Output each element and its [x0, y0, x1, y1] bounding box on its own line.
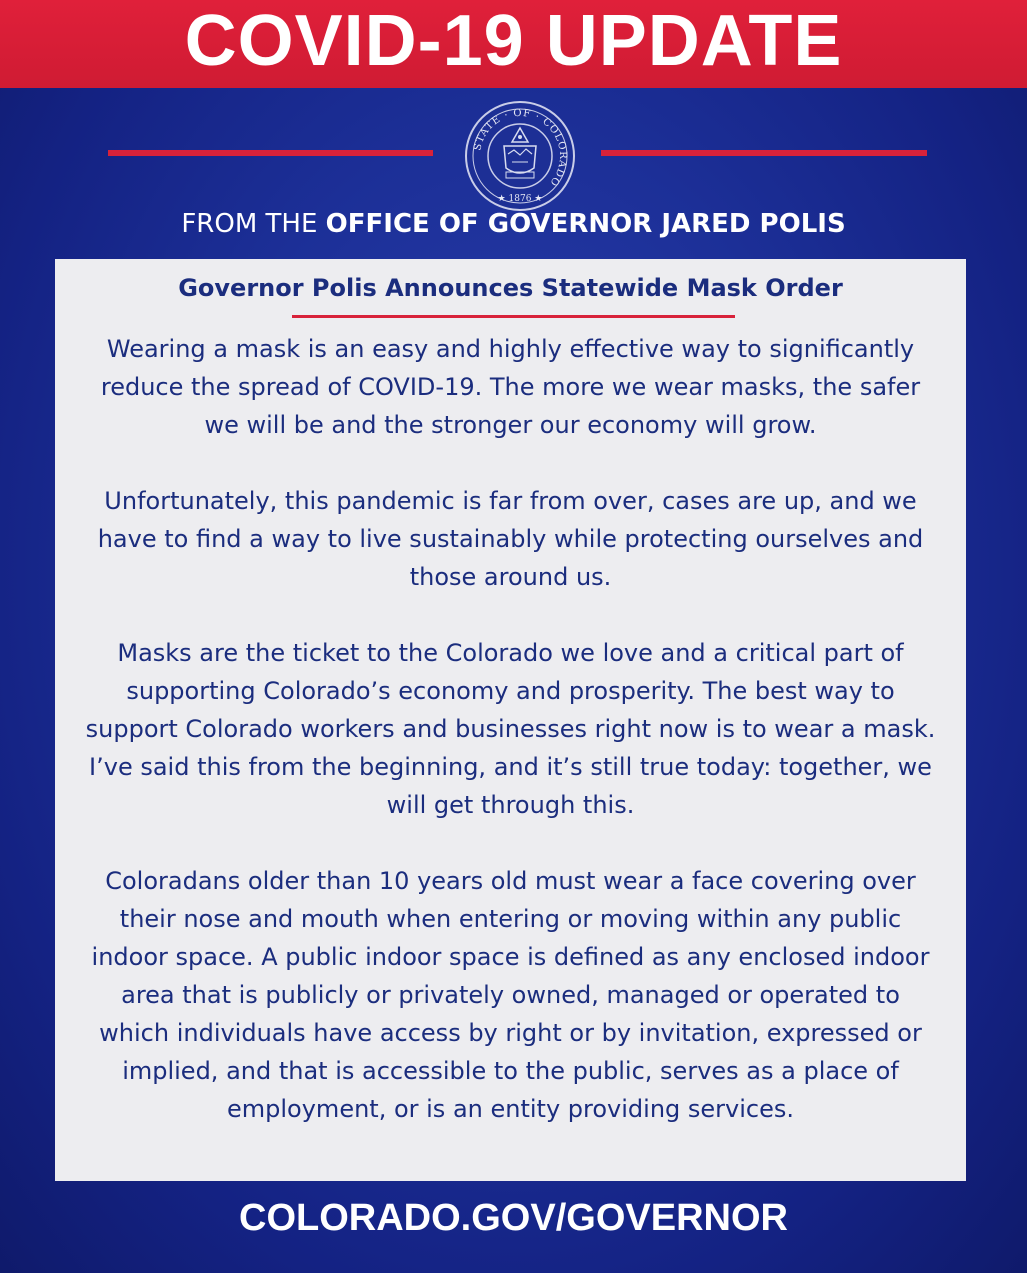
office-line — [0, 206, 1027, 242]
announcement-card — [55, 259, 966, 1181]
announcement-headline: Governor Polis Announces Statewide Mask Order — [178, 274, 843, 302]
footer-url: COLORADO.GOV/GOVERNOR — [239, 1197, 788, 1239]
top-banner — [0, 0, 1027, 88]
svg-text:★ 1876 ★: ★ 1876 ★ — [497, 194, 543, 204]
right-divider — [601, 150, 927, 156]
svg-text:STATE · OF · COLORADO: STATE · OF · COLORADO — [472, 107, 569, 189]
headline-divider — [292, 315, 735, 318]
paragraph-economy: Masks are the ticket to the Colorado we love and a critical part of supporting Colorado’s economy and prosperity. The best way to support Colorado workers and businesses right now is to wear a mask. I’ve said this from the beginning, and it’s still true today: together, we will get through this. — [85, 639, 936, 819]
left-divider — [108, 150, 433, 156]
state-seal-icon — [462, 98, 578, 214]
office-name: OFFICE OF GOVERNOR JARED POLIS — [325, 209, 846, 239]
paragraph-mask-effectiveness: Wearing a mask is an easy and highly effective way to significantly reduce the spread of COVID-19. The more we wear masks, the safer we will be and the stronger our economy will grow. — [100, 335, 921, 439]
paragraph-pandemic-status: Unfortunately, this pandemic is far from over, cases are up, and we have to find a way to live sustainably while protecting ourselves and those around us. — [97, 487, 924, 591]
paragraph-order-details: Coloradans older than 10 years old must wear a face covering over their nose and mouth when entering or moving within any public indoor space. A public indoor space is defined as any enclosed indoor area that is publicly or privately owned, managed or operated to which individuals have access by right or by invitation, expressed or implied, and that is accessible to the public, serves as a place of employment, or is an entity providing services. — [91, 867, 930, 1123]
banner-title: COVID-19 UPDATE — [184, 1, 843, 81]
office-prefix: FROM THE — [181, 209, 326, 239]
